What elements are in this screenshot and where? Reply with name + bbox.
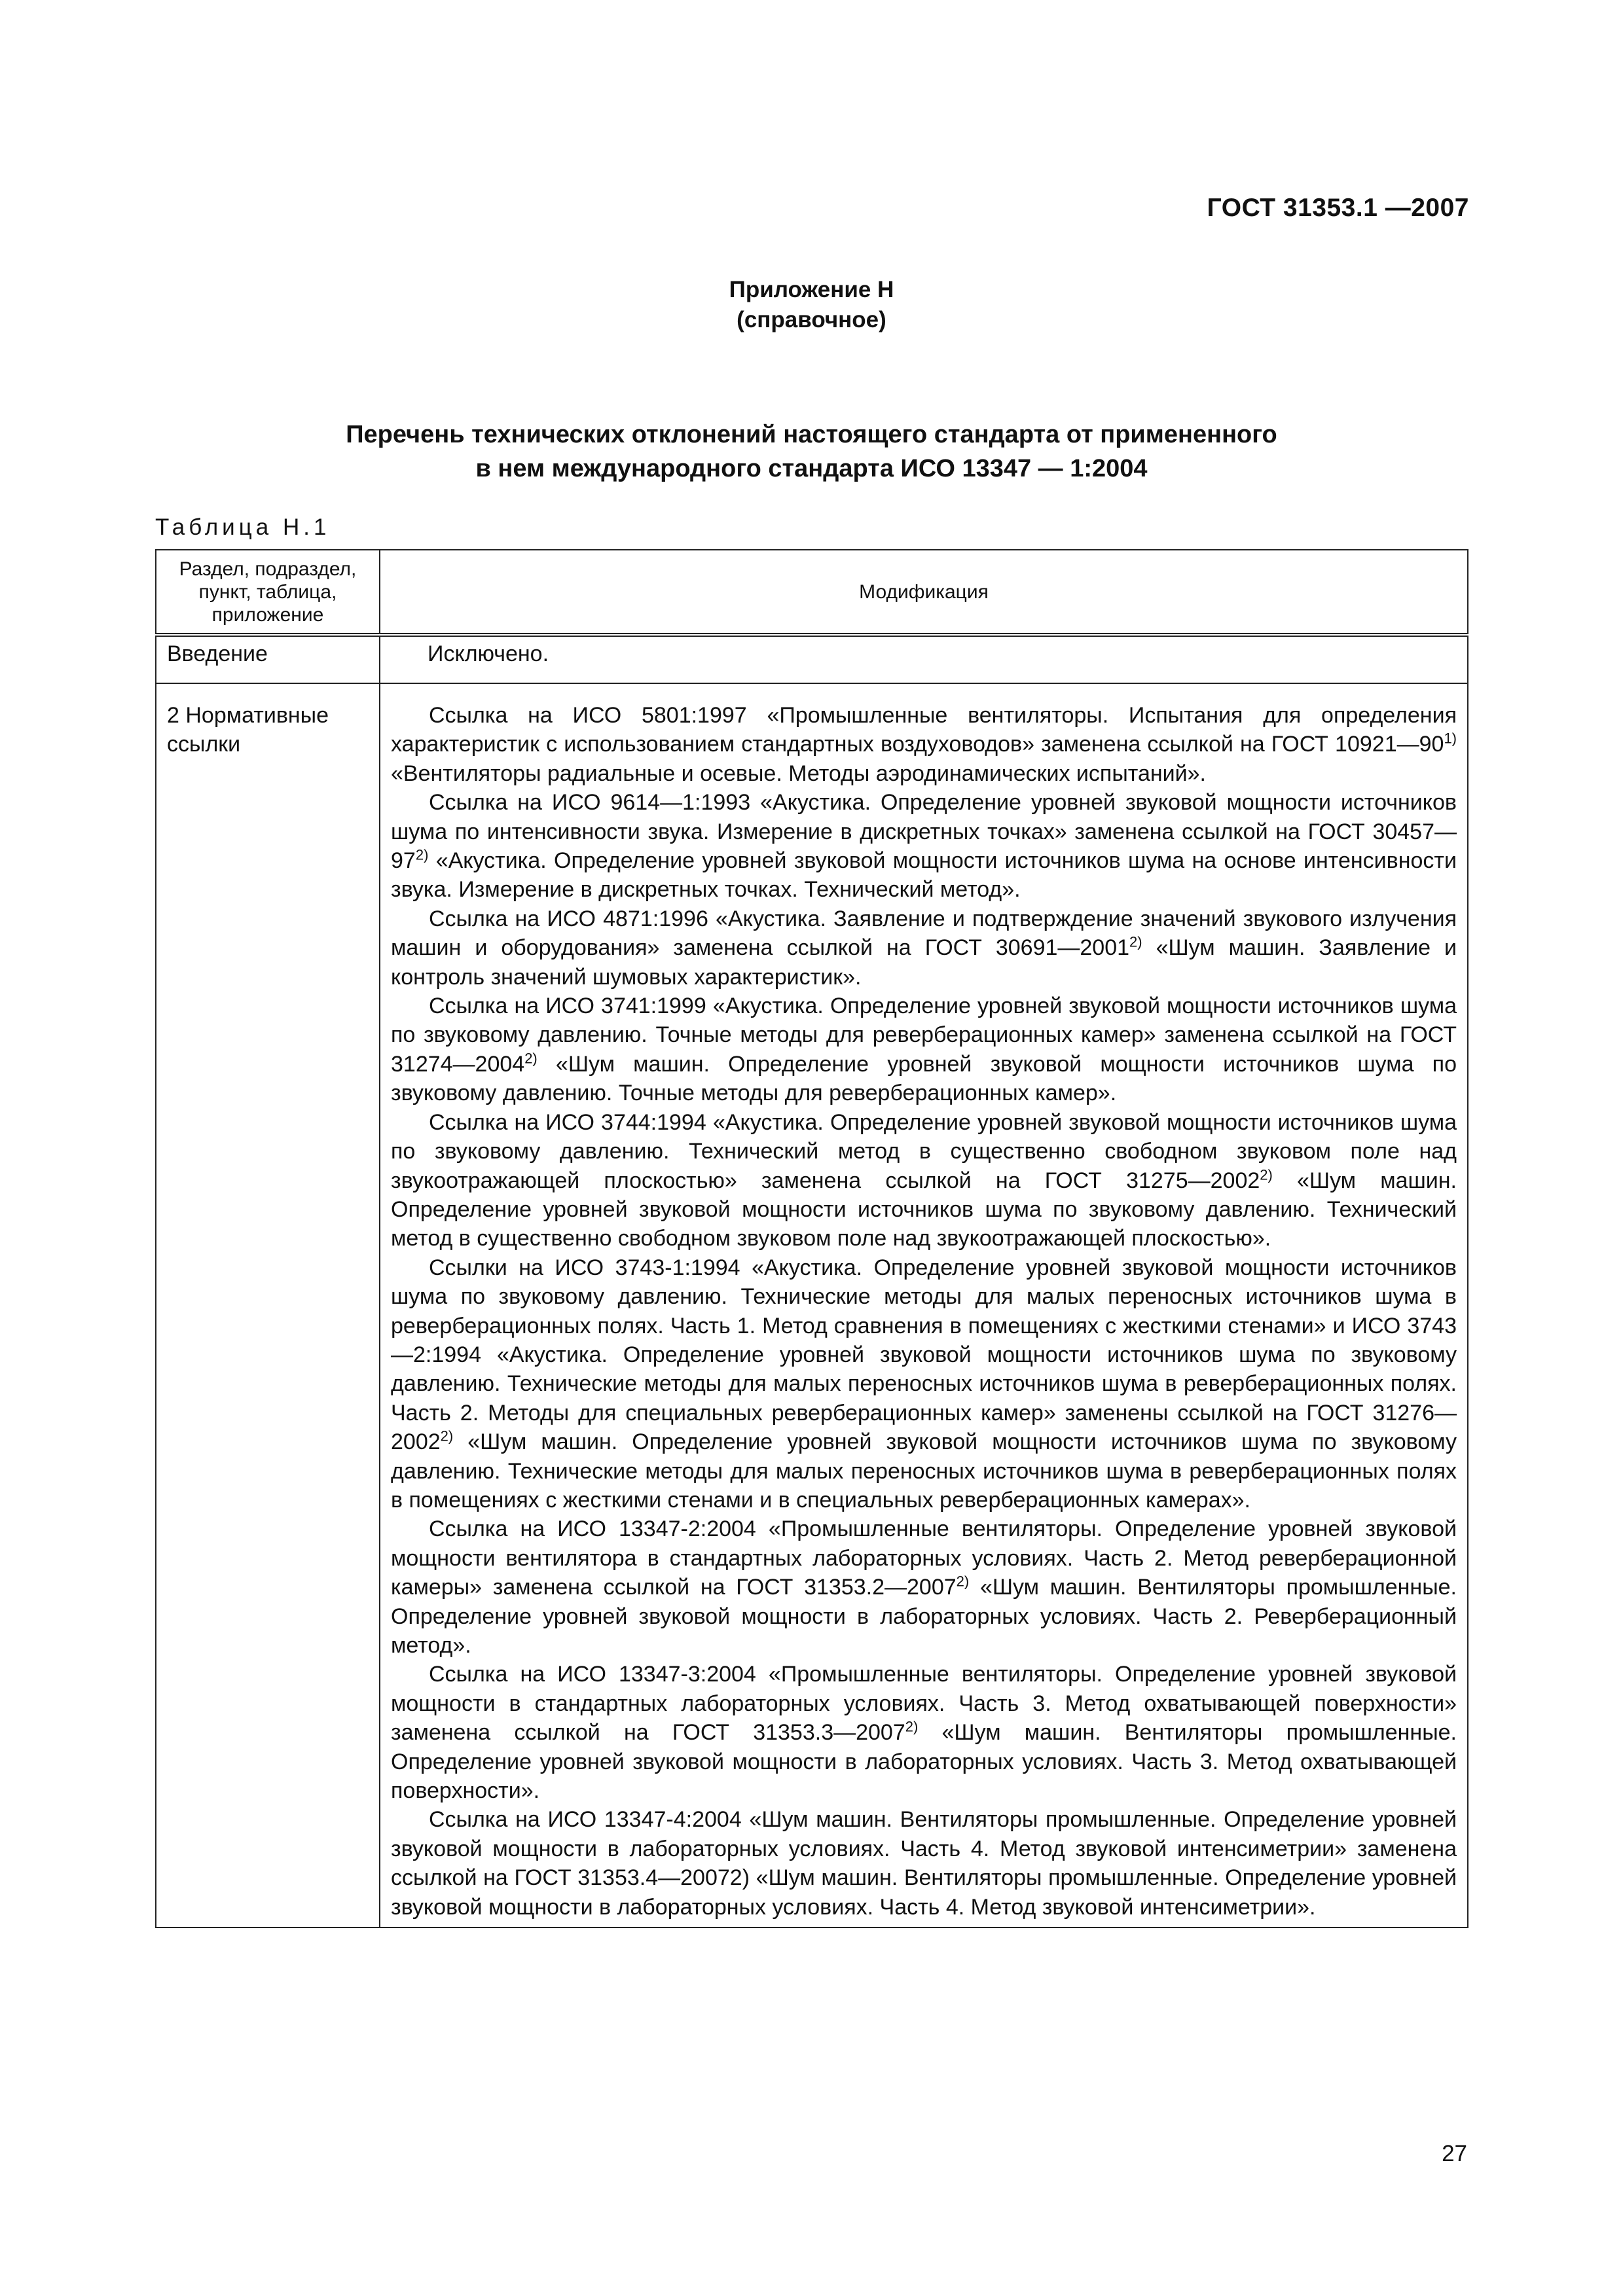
title-line-1: Перечень технических отклонений настоящего стандарта от примененного bbox=[346, 421, 1277, 448]
reference-paragraph: Ссылка на ИСО 3741:1999 «Акустика. Определение уровней звуковой мощности источников шума по звуковому давлению. Точные методы для реверберационных камер» заменена ссылкой на ГОСТ 31274—2004$^{2)}$ «Шум машин. Определение уровней звуковой мощности источников шума по звуковому давлению. Точные методы для реверберационных камер». bbox=[391, 994, 1457, 1106]
reference-paragraph: Ссылка на ИСО 13347-2:2004 «Промышленные вентиляторы. Определение уровней звуковой мощности вентилятора в стандартных лабораторных условиях. Часть 2. Метод реверберационной камеры» заменена ссылкой на ГОСТ 31353.2—2007$^{2)}$ «Шум машин. Вентиляторы промышленные. Определение уровней звуковой мощности в лабораторных условиях. Часть 2. Реверберационный метод». bbox=[391, 1516, 1457, 1658]
page-number: 27 bbox=[1442, 2141, 1467, 2166]
modification-cell bbox=[380, 683, 1468, 1928]
title-line-2: в нем международного стандарта ИСО 13347 — 1:2004 bbox=[475, 455, 1148, 482]
reference-paragraph: Ссылка на ИСО 13347-4:2004 «Шум машин. Вентиляторы промышленные. Определение уровней звуковой мощности в лабораторных условиях. Часть 4. Метод звуковой интенсиметрии» заменена ссылкой на ГОСТ 31353.4—20072) «Шум машин. Вентиляторы промышленные. Определение уровней звуковой мощности в лабораторных условиях. Часть 4. Метод звуковой интенсиметрии». bbox=[391, 1807, 1457, 1920]
reference-paragraph: Ссылка на ИСО 9614—1:1993 «Акустика. Определение уровней звуковой мощности источников шума по интенсивности звука. Измерение в дискретных точках» заменена ссылкой на ГОСТ 30457—97$^{2)}$ «Акустика. Определение уровней звуковой мощности источников шума на основе интенсивности звука. Измерение в дискретных точках. Технический метод». bbox=[391, 790, 1457, 903]
reference-paragraph: Ссылка на ИСО 5801:1997 «Промышленные вентиляторы. Испытания для определения характеристик с использованием стандартных воздуховодов» заменена ссылкой на ГОСТ 10921—90$^{1)}$ «Вентиляторы радиальные и осевые. Методы аэродинамических испытаний». bbox=[391, 703, 1457, 786]
appendix-type: (справочное) bbox=[737, 307, 886, 332]
reference-paragraph: Ссылки на ИСО 3743-1:1994 «Акустика. Определение уровней звуковой мощности источников шума по звуковому давлению. Технические методы для малых переносных источников шума в реверберационных полях. Часть 1. Метод сравнения в помещениях с жесткими стенами» и ИСО 3743—2:1994 «Акустика. Определение уровней звуковой мощности источников шума по звуковому давлению. Технические методы для малых переносных источников шума в реверберационных полях. Часть 2. Методы для специальных реверберационных камер» заменены ссылкой на ГОСТ 31276—2002$^{2)}$ «Шум машин. Определение уровней звуковой мощности источников шума по звуковому давлению. Технические методы для малых переносных источников шума в реверберационных полях в помещениях с жесткими стенами и в специальных реверберационных камерах». bbox=[391, 1255, 1457, 1513]
table-row bbox=[156, 635, 1468, 683]
table-row bbox=[156, 683, 1468, 1928]
reference-paragraph: Ссылка на ИСО 3744:1994 «Акустика. Определение уровней звуковой мощности источников шума по звуковому давлению. Технический метод в существенно свободном звуковом поле над звукоотражающей плоскостью» заменена ссылкой на ГОСТ 31275—2002$^{2)}$ «Шум машин. Определение уровней звуковой мощности источников шума по звуковому давлению. Технический метод в существенно свободном звуковом поле над звукоотражающей плоскостью». bbox=[391, 1109, 1457, 1251]
column-header-modification: Модификация bbox=[380, 550, 1468, 635]
section-cell: 2 Нормативные ссылки bbox=[156, 683, 380, 1928]
reference-paragraph: Ссылка на ИСО 4871:1996 «Акустика. Заявление и подтверждение значений звукового излучения машин и оборудования» заменена ссылкой на ГОСТ 30691—2001$^{2)}$ «Шум машин. Заявление и контроль значений шумовых характеристик». bbox=[391, 906, 1457, 990]
column-header-section: Раздел, подраздел, пункт, таблица, приложение bbox=[156, 550, 380, 635]
section-cell: Введение bbox=[156, 635, 380, 683]
deviations-table bbox=[155, 549, 1468, 1928]
document-title bbox=[0, 418, 1623, 486]
table-label: Таблица Н.1 bbox=[155, 514, 331, 540]
modification-cell: Исключено. bbox=[380, 635, 1468, 683]
document-number: ГОСТ 31353.1 —2007 bbox=[1207, 194, 1469, 222]
table-header-row bbox=[156, 550, 1468, 635]
appendix-title: Приложение Н bbox=[729, 277, 894, 302]
appendix-heading bbox=[0, 275, 1623, 335]
reference-paragraph: Ссылка на ИСО 13347-3:2004 «Промышленные вентиляторы. Определение уровней звуковой мощности в стандартных лабораторных условиях. Часть 3. Метод охватывающей поверхности» заменена ссылкой на ГОСТ 31353.3—2007$^{2)}$ «Шум машин. Вентиляторы промышленные. Определение уровней звуковой мощности в лабораторных условиях. Часть 3. Метод охватывающей поверхности». bbox=[391, 1662, 1457, 1804]
